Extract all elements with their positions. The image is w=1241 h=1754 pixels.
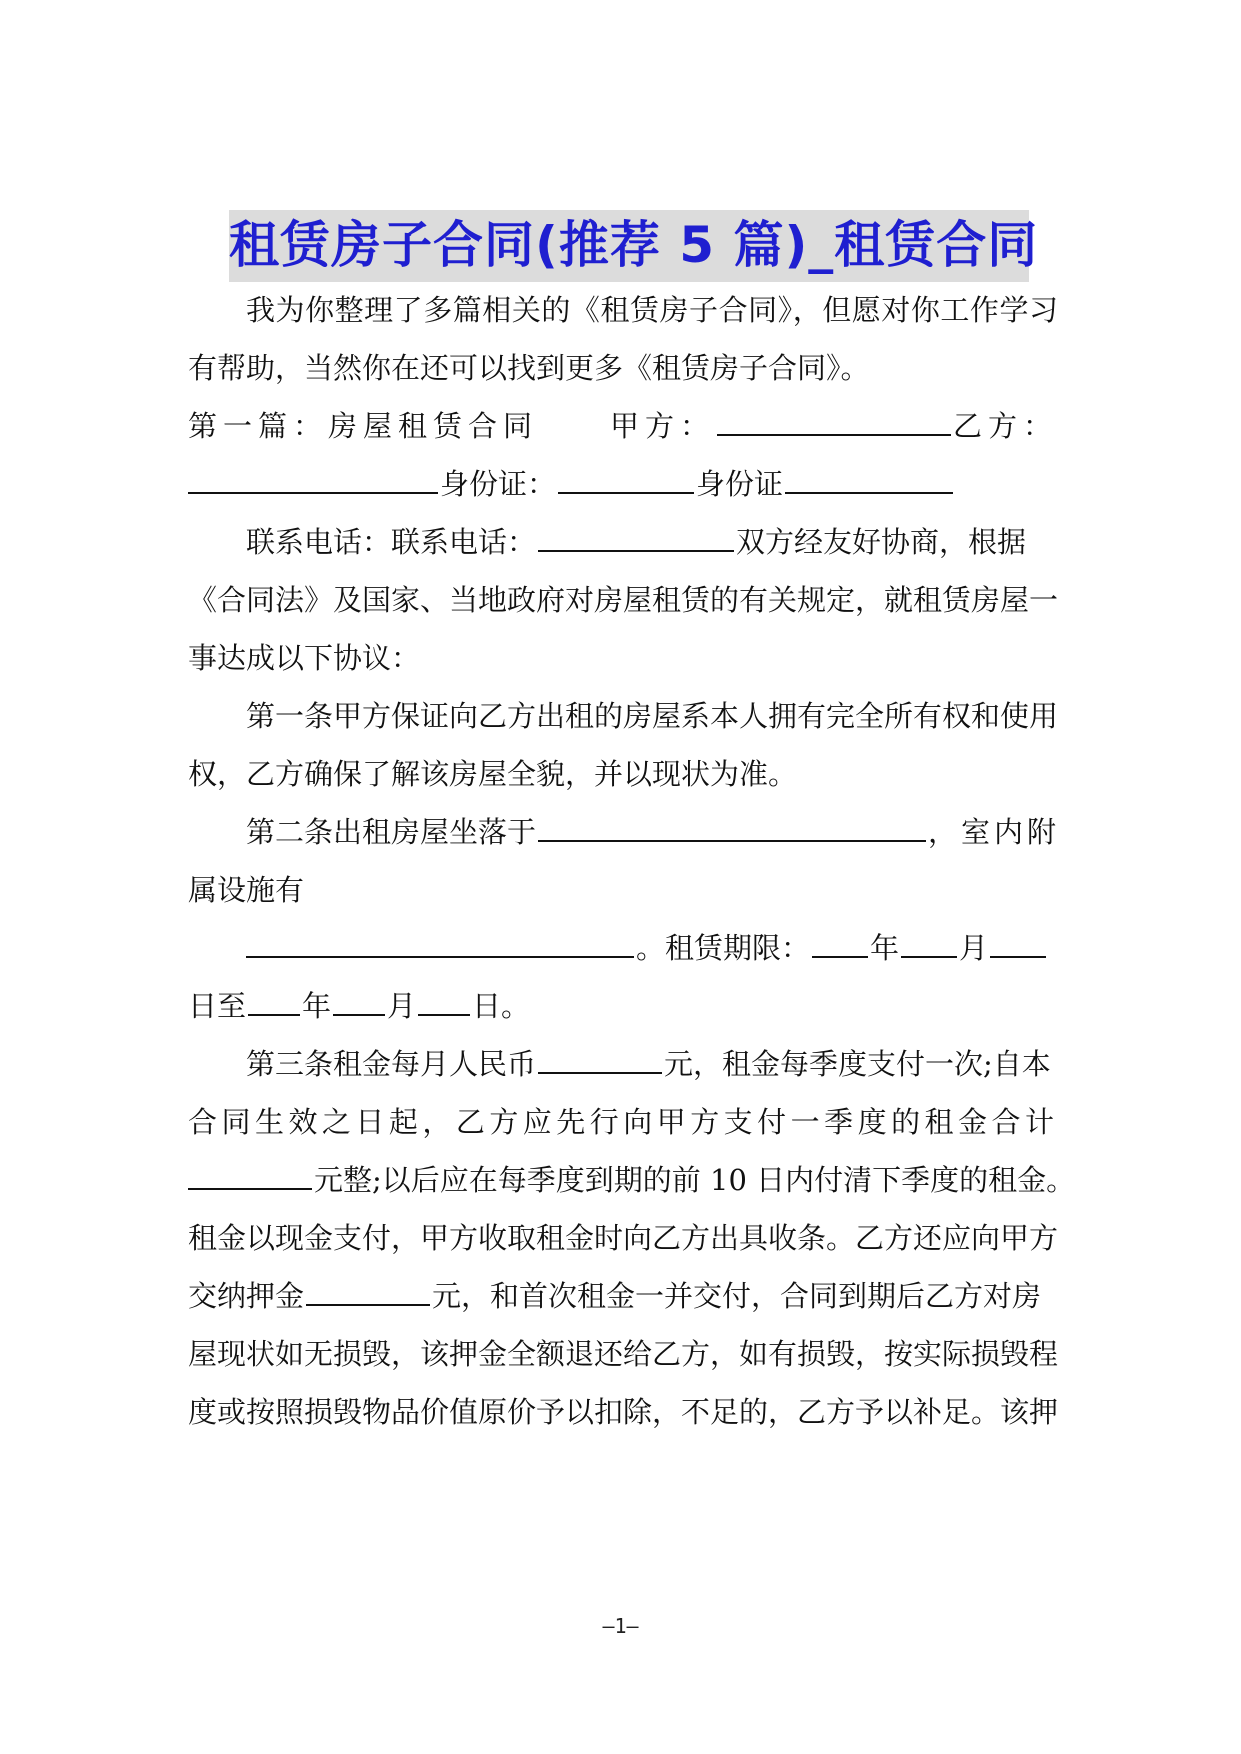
monthly-rent-blank	[538, 1042, 662, 1074]
location-label: 第二条出租房屋坐落于	[246, 815, 537, 849]
id-label-a: 身份证：	[440, 467, 557, 501]
law-line: 《合同法》及国家、当地政府对房屋租赁的有关规定，就租赁房屋一	[188, 583, 1059, 617]
phone-tail: 双方经友好协商，根据	[736, 525, 1027, 559]
location-tail: ，室内附	[928, 815, 1061, 849]
article-2-line-2: 属设施有	[188, 873, 305, 907]
quarter-rent-tail: 元整;以后应在每季度到期的前 10 日内付清下季度的租金。	[314, 1163, 1076, 1197]
facilities-blank	[246, 926, 634, 958]
phone-line	[188, 514, 1058, 570]
phone-label: 联系电话：联系电话：	[246, 525, 537, 559]
deposit-tail: 元，和首次租金一并交付，合同到期后乙方对房	[432, 1279, 1042, 1313]
deposit-label: 交纳押金	[188, 1279, 305, 1313]
article-3-line-7: 度或按照损毁物品价值原价予以扣除，不足的，乙方予以补足。该押	[188, 1395, 1059, 1429]
start-year-unit: 年	[870, 931, 900, 965]
rent-label: 第三条租金每月人民币	[246, 1047, 537, 1081]
end-label: 日至	[188, 989, 247, 1023]
location-blank	[538, 810, 926, 842]
article-2-line-3	[188, 920, 1058, 976]
chapter-heading: 第一篇：房屋租赁合同	[188, 409, 539, 443]
end-year-blank	[248, 984, 300, 1016]
rent-tail: 元，租金每季度支付一次;自本	[664, 1047, 1051, 1081]
end-day-blank	[418, 984, 470, 1016]
intro-line-2: 有帮助，当然你在还可以找到更多《租赁房子合同》。	[188, 351, 870, 385]
agreement-line: 事达成以下协议：	[188, 641, 421, 675]
party-a-blank	[717, 404, 951, 436]
article-2-line-1	[188, 804, 1061, 860]
id-a-blank	[558, 462, 694, 494]
party-b-blank	[188, 462, 438, 494]
quarter-rent-blank	[188, 1158, 312, 1190]
end-day-unit: 日。	[472, 989, 531, 1023]
intro-line-1: 我为你整理了多篇相关的《租赁房子合同》，但愿对你工作学习	[246, 293, 1058, 327]
start-month-blank	[901, 926, 957, 958]
id-label-b: 身份证	[696, 467, 784, 501]
end-month-unit: 月	[387, 989, 417, 1023]
start-month-unit: 月	[959, 931, 989, 965]
article-1-line-1: 第一条甲方保证向乙方出租的房屋系本人拥有完全所有权和使用	[246, 699, 1059, 733]
party-line	[188, 398, 1058, 454]
article-3-line-1	[188, 1036, 1058, 1092]
article-2-line-4	[188, 978, 1058, 1034]
article-3-line-5	[188, 1268, 1058, 1324]
term-label: 。租赁期限：	[636, 931, 811, 965]
page-title: 租赁房子合同(推荐 5 篇)_租赁合同	[229, 216, 1039, 274]
end-year-unit: 年	[302, 989, 332, 1023]
article-3-line-4: 租金以现金支付，甲方收取租金时向乙方出具收条。乙方还应向甲方	[188, 1221, 1059, 1255]
id-b-blank	[785, 462, 953, 494]
deposit-blank	[306, 1274, 430, 1306]
id-line	[188, 456, 1058, 512]
article-3-line-3	[188, 1152, 1076, 1208]
article-3-line-2: 合同生效之日起，乙方应先行向甲方支付一季度的租金合计	[188, 1105, 1058, 1139]
end-month-blank	[333, 984, 385, 1016]
article-1-line-2: 权，乙方确保了解该房屋全貌，并以现状为准。	[188, 757, 798, 791]
start-day-blank	[990, 926, 1046, 958]
party-b-label: 乙方：	[953, 409, 1059, 443]
page-number: —1—	[602, 1614, 639, 1638]
start-year-blank	[812, 926, 868, 958]
phone-blank	[538, 520, 734, 552]
party-a-label: 甲方：	[610, 409, 716, 443]
article-3-line-6: 屋现状如无损毁，该押金全额退还给乙方，如有损毁，按实际损毁程	[188, 1337, 1059, 1371]
